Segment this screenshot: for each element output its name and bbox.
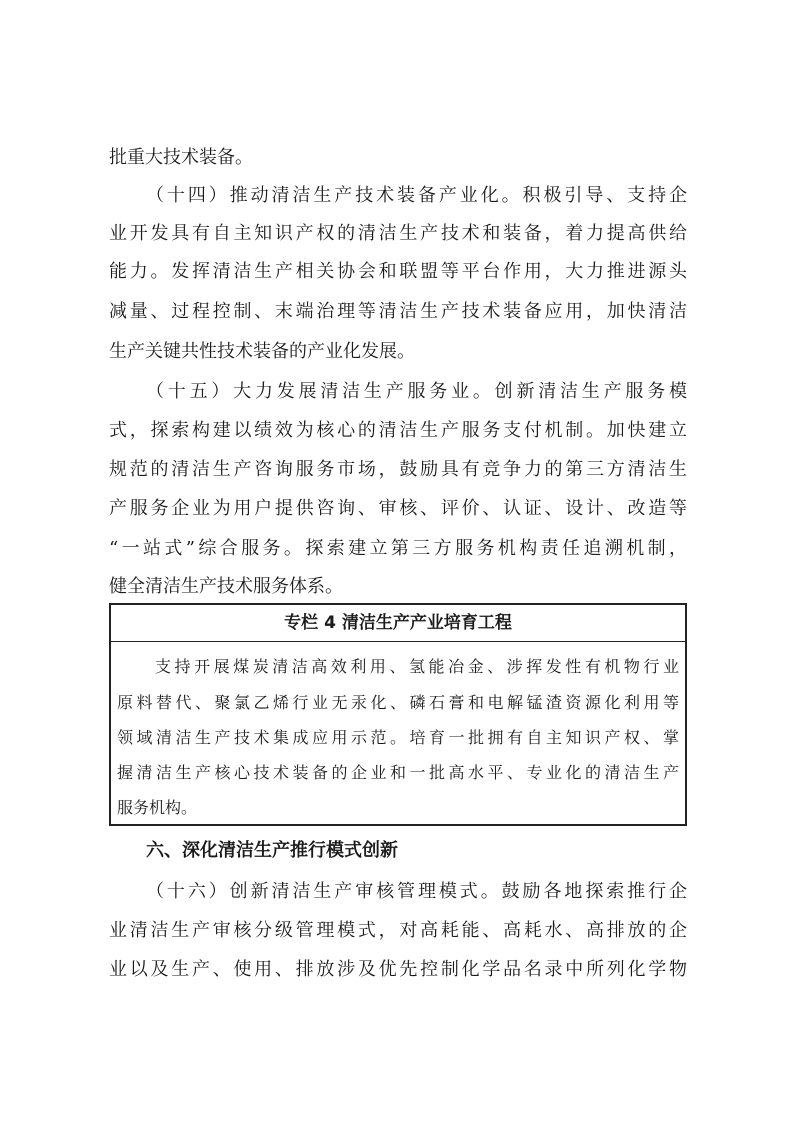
paragraph-14-line: 业开发具有自主知识产权的清洁生产技术和装备，着力提高供给 [109,223,687,244]
column-box-line: 握清洁生产核心技术装备的企业和一批高水平、专业化的清洁生产 [117,763,679,782]
paragraph-14-line: 减量、过程控制、末端治理等清洁生产技术装备应用，加快清洁 [109,301,687,322]
column-box-line: 领域清洁生产技术集成应用示范。培育一批拥有自主知识产权、掌 [117,728,679,747]
paragraph-15-line: （十五）大力发展清洁生产服务业。创新清洁生产服务模 [146,381,687,402]
text-line: 批重大技术装备。 [109,147,253,168]
paragraph-16-line: 业以及生产、使用、排放涉及优先控制化学品名录中所列化学物 [109,959,687,980]
paragraph-16-line: （十六）创新清洁生产审核管理模式。鼓励各地探索推行企 [146,881,687,902]
paragraph-14-line: （十四）推动清洁生产技术装备产业化。积极引导、支持企 [146,185,687,206]
column-box-line: 服务机构。 [117,798,198,817]
section-heading: 六、深化清洁生产推行模式创新 [146,840,398,861]
paragraph-15-line: “一站式”综合服务。探索建立第三方服务机构责任追溯机制， [109,538,687,559]
paragraph-14-line: 生产关键共性技术装备的产业化发展。 [109,341,415,362]
paragraph-15-line: 式，探索构建以绩效为核心的清洁生产服务支付机制。加快建立 [109,420,687,441]
paragraph-15-line: 健全清洁生产技术服务体系。 [109,576,343,597]
paragraph-16-line: 业清洁生产审核分级管理模式，对高耗能、高耗水、高排放的企 [109,920,687,941]
column-box [109,603,687,826]
paragraph-15-line: 规范的清洁生产咨询服务市场，鼓励具有竞争力的第三方清洁生 [109,459,687,480]
paragraph-15-line: 产服务企业为用户提供咨询、审核、评价、认证、设计、改造等 [109,498,687,519]
column-box-line: 支持开展煤炭清洁高效利用、氢能冶金、涉挥发性有机物行业 [155,657,679,676]
column-box-title: 专栏 4 清洁生产产业培育工程 [111,605,685,642]
paragraph-14-line: 能力。发挥清洁生产相关协会和联盟等平台作用，大力推进源头 [109,261,687,282]
column-box-line: 原料替代、聚氯乙烯行业无汞化、磷石膏和电解锰渣资源化利用等 [117,693,679,712]
